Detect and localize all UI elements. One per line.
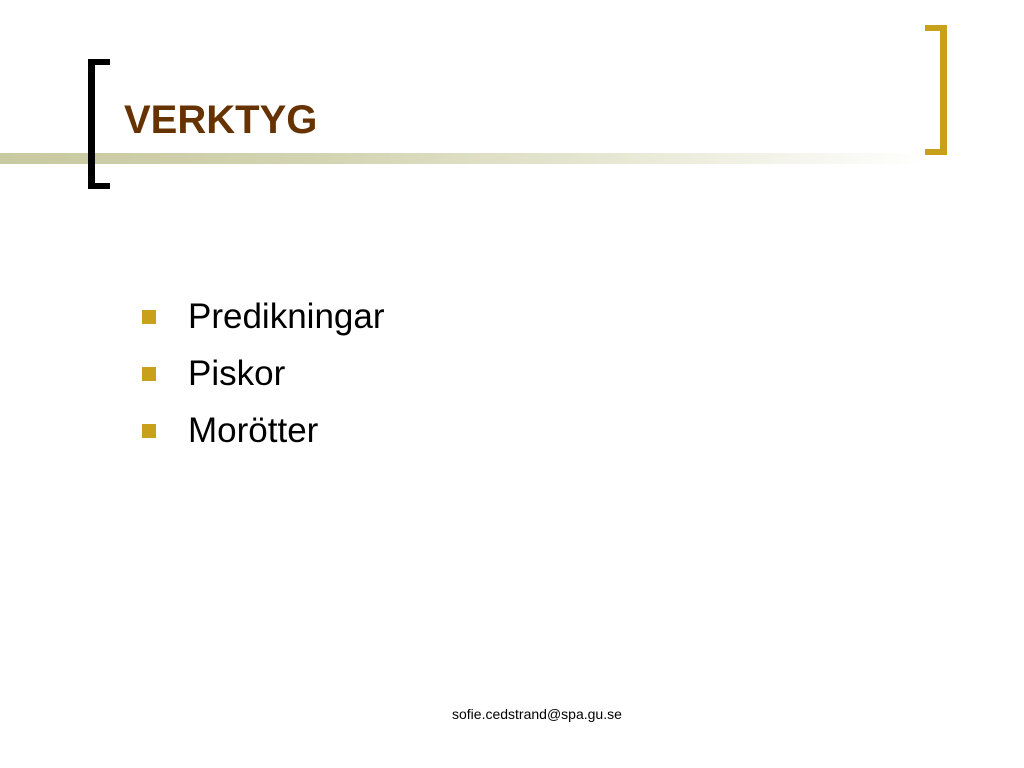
footer-email: sofie.cedstrand@spa.gu.se <box>452 706 622 722</box>
bullet-item <box>140 402 385 459</box>
bullet-text: Predikningar <box>188 296 385 336</box>
bullet-text: Morötter <box>188 410 319 450</box>
slide-title: VERKTYG <box>124 98 318 142</box>
square-bullet-icon <box>142 310 156 324</box>
title-underline-band <box>0 153 930 164</box>
bullet-list <box>140 288 385 459</box>
right-bracket-decoration <box>925 25 947 155</box>
square-bullet-icon <box>142 367 156 381</box>
bullet-item <box>140 345 385 402</box>
left-bracket-decoration <box>88 59 110 189</box>
bullet-text: Piskor <box>188 353 286 393</box>
bullet-item <box>140 288 385 345</box>
square-bullet-icon <box>142 424 156 438</box>
